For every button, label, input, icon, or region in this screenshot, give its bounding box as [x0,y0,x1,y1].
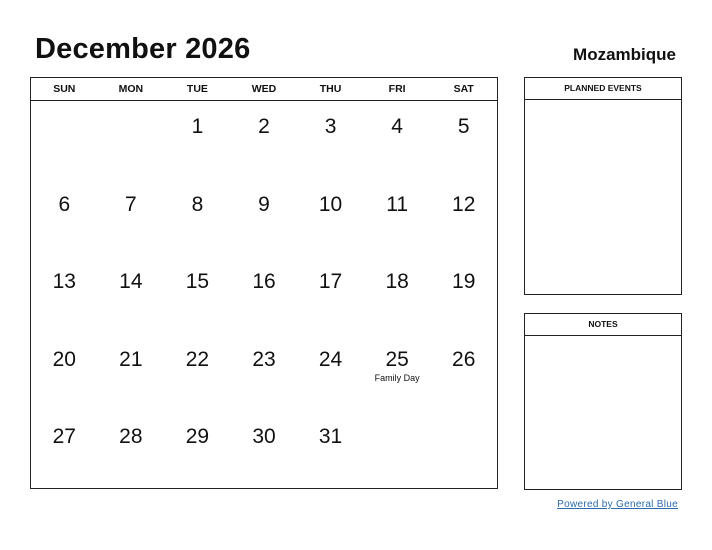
holiday-label: Family Day [374,372,420,383]
day-cell [364,101,431,179]
day-cell [98,179,165,257]
day-cell [297,179,364,257]
day-cell [297,256,364,334]
day-cell [164,179,231,257]
day-cell [31,256,98,334]
weekday-mon: MON [118,83,144,95]
day-number: 18 [385,270,409,294]
weekday-fri: FRI [388,83,406,95]
day-number: 15 [185,270,210,294]
page-title: December 2026 [35,33,251,65]
day-number: 26 [452,347,476,371]
day-number [31,101,98,116]
day-number: 8 [191,192,204,216]
day-cell [231,101,298,179]
day-cell [430,179,497,257]
day-number: 22 [185,347,210,371]
day-cell [364,256,431,334]
day-number: 7 [125,192,137,216]
day-number: 24 [318,347,343,371]
day-cell [430,256,497,334]
day-cell [98,334,165,412]
day-number: 16 [252,270,276,294]
day-number: 9 [258,192,270,216]
day-cell-holiday [364,334,431,412]
day-cell [164,411,231,489]
day-number: 20 [52,347,76,371]
day-number: 10 [318,192,343,216]
day-number: 25 [385,347,409,371]
day-number: 31 [318,425,343,449]
weekday-wed: WED [251,83,277,95]
calendar-grid [30,77,498,489]
day-number: 2 [258,115,270,138]
day-cell [231,411,298,489]
day-cell [297,411,364,489]
day-number: 14 [119,270,143,294]
day-cell [31,411,98,489]
day-cell [231,256,298,334]
notes-title: NOTES [525,314,681,336]
day-cell [364,411,431,489]
day-cell [31,101,98,179]
day-number: 1 [191,115,204,138]
weekday-sun: SUN [53,83,76,95]
day-number: 4 [391,115,403,138]
day-cell [164,334,231,412]
day-cell [297,334,364,412]
day-number [430,411,497,426]
day-number: 29 [185,425,210,449]
day-cell [231,179,298,257]
day-number: 28 [119,425,143,449]
day-number: 3 [324,115,337,138]
day-cell [31,334,98,412]
notes-panel [524,313,682,490]
weekday-tue: TUE [186,83,208,95]
day-cell [164,101,231,179]
day-cell [98,101,165,179]
planned-events-panel [524,77,682,295]
day-cell [98,411,165,489]
day-cell [98,256,165,334]
day-cell [430,334,497,412]
day-cell [430,411,497,489]
day-cell [297,101,364,179]
day-cell [164,256,231,334]
day-cell [364,179,431,257]
powered-by-link[interactable]: Powered by General Blue [557,499,678,510]
day-number: 23 [252,347,276,371]
day-number [98,101,165,116]
day-number: 6 [58,192,71,216]
day-number [364,411,431,426]
country-label: Mozambique [573,45,676,64]
day-cell [31,179,98,257]
day-number: 27 [52,425,76,449]
weekday-header [31,78,497,101]
day-number: 30 [252,425,276,449]
planned-events-title: PLANNED EVENTS [525,78,681,100]
day-number: 11 [386,192,409,216]
day-number: 21 [119,347,143,371]
day-number: 13 [52,270,76,294]
day-cell [430,101,497,179]
weekday-thu: THU [319,83,342,95]
day-number: 5 [457,115,470,138]
day-number: 12 [452,192,476,216]
weekday-sat: SAT [453,83,474,95]
calendar-body [31,101,497,489]
day-cell [231,334,298,412]
day-number: 19 [452,270,476,294]
day-number: 17 [318,270,343,294]
